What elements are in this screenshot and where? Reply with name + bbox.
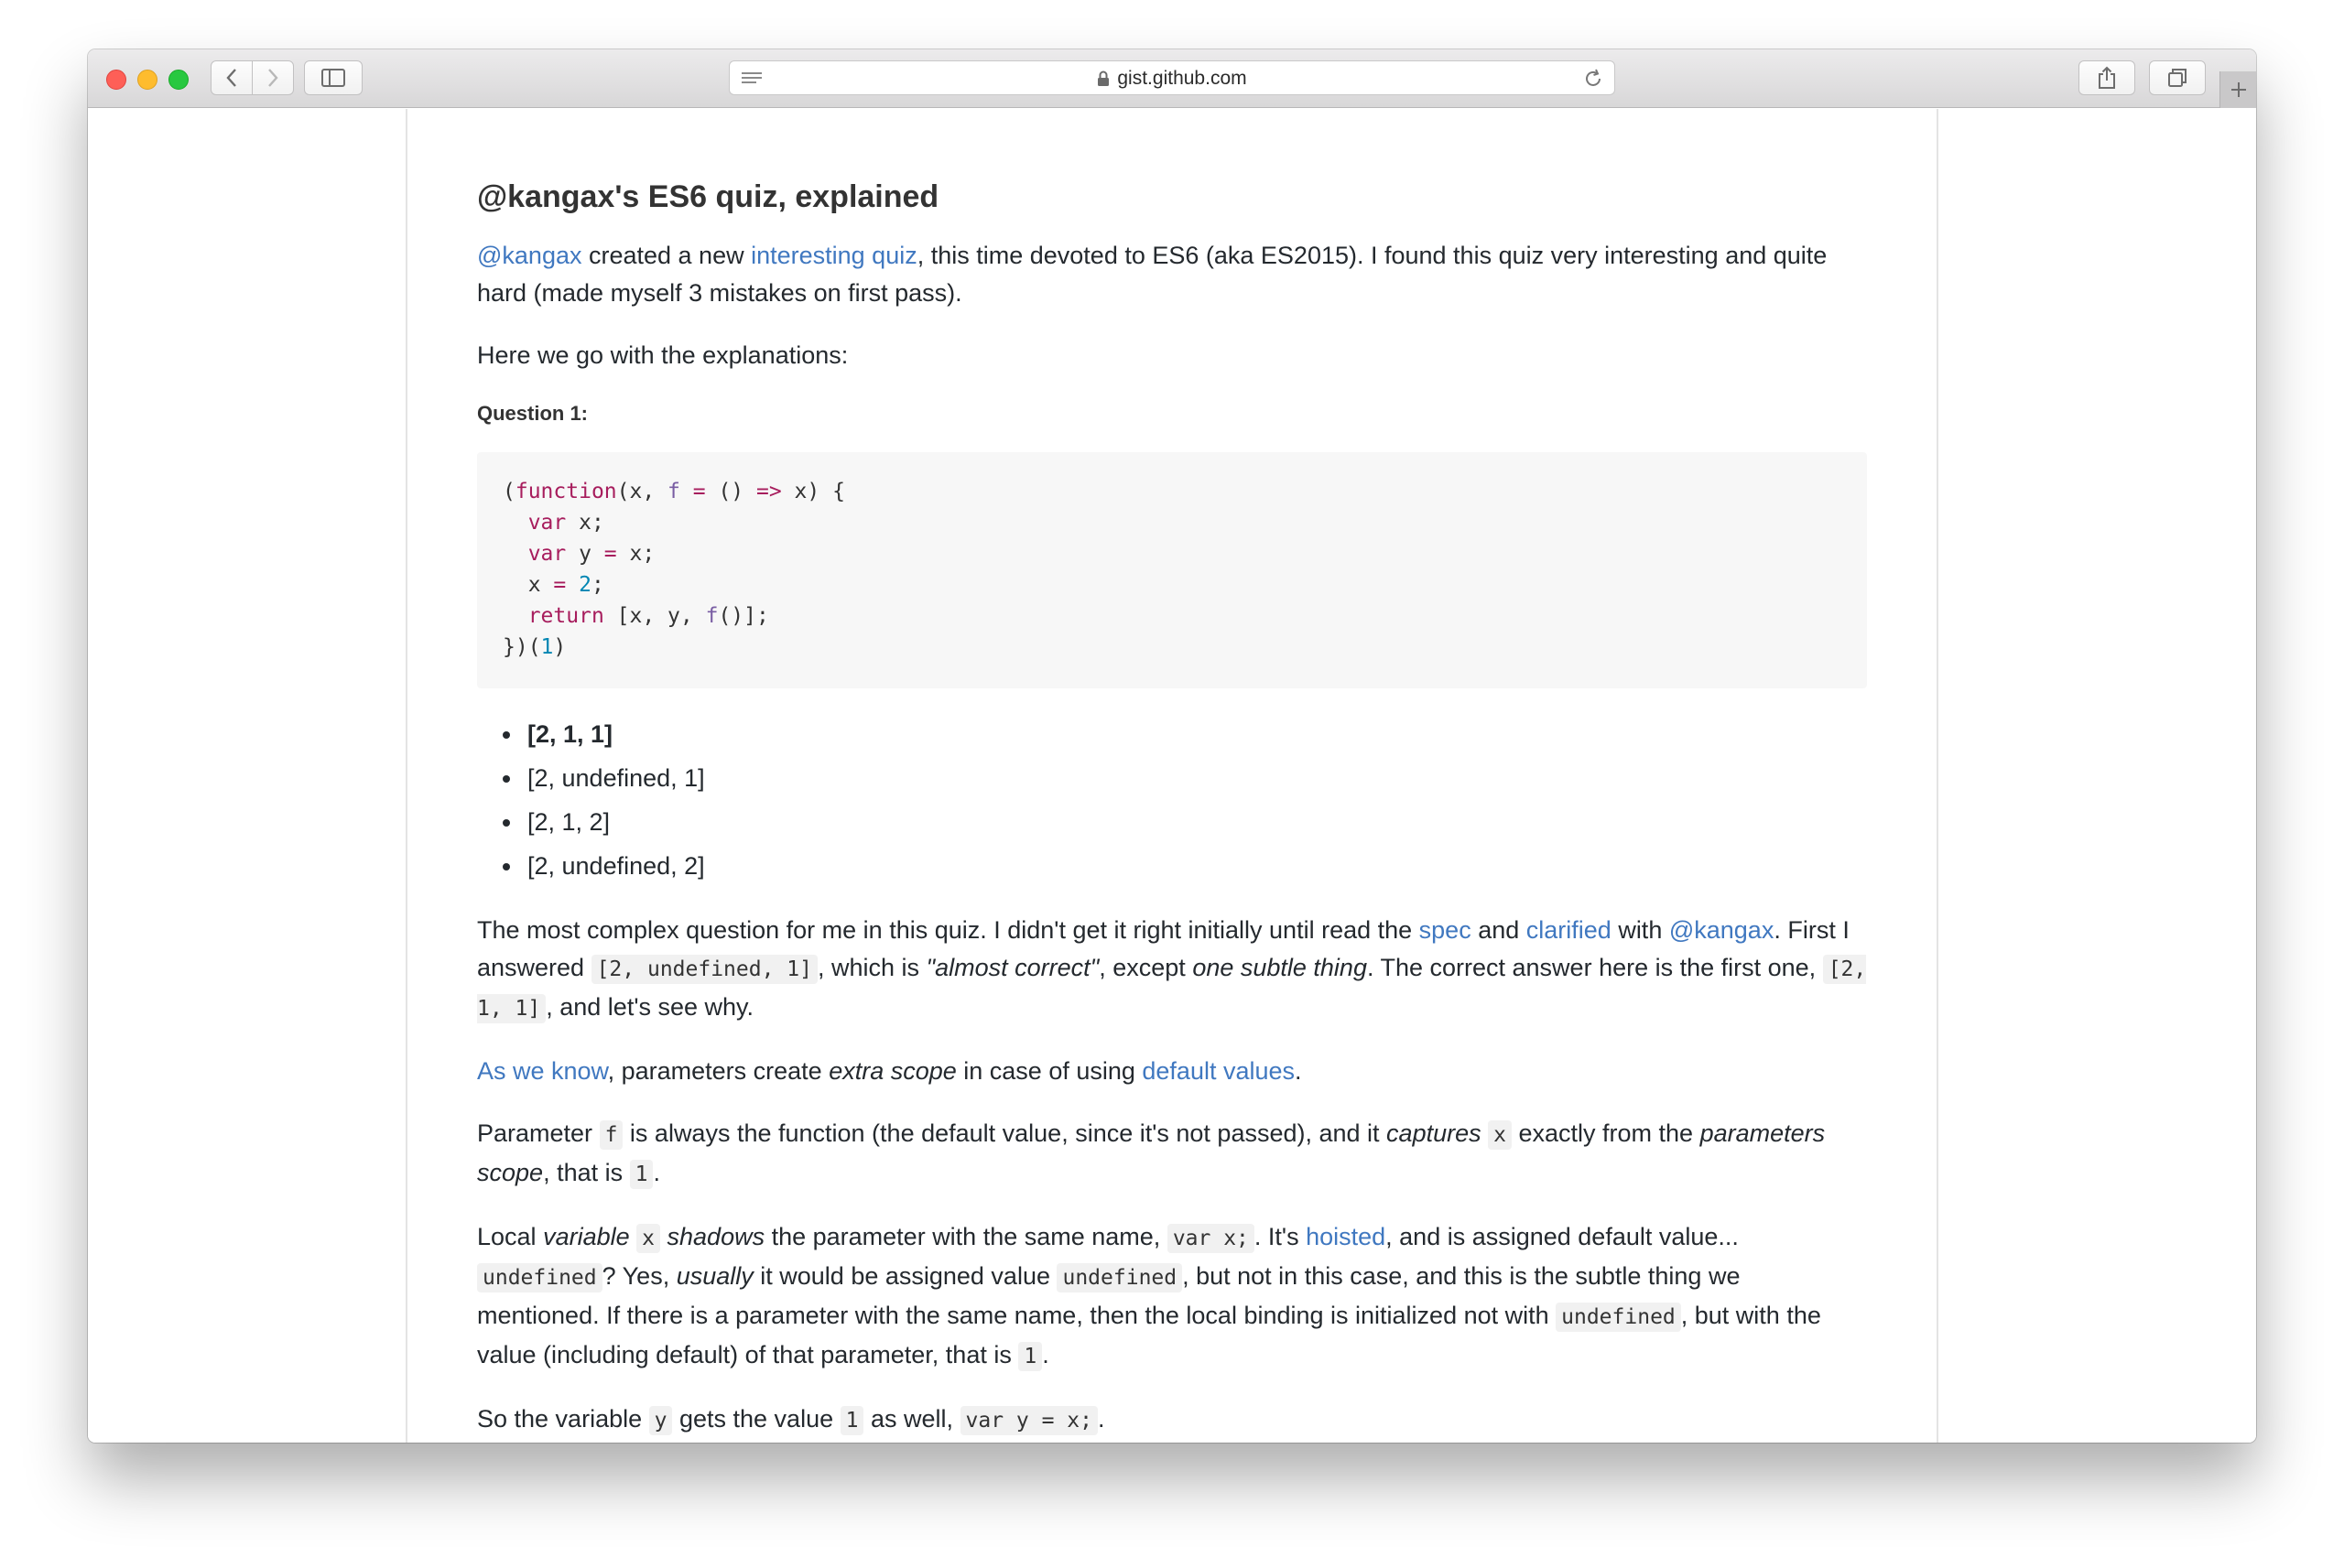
code-line-3: var y = x; [527, 542, 656, 566]
hoisted-link[interactable]: hoisted [1306, 1223, 1386, 1250]
plus-icon [2230, 81, 2248, 99]
scope-paragraph: As we know, parameters create extra scope in case of using default values. [477, 1057, 1302, 1085]
complex-question-paragraph: The most complex question for me in this quiz. I didn't get it right initially until read the spec and clarified with @kangax. First I answered [2, undefined, 1] , which is "almost correct", except one subtle thing. The correct answer here is the first one, [2, 1, 1] , and let's see why. [477, 912, 1867, 1028]
inline-code: [2, 1, 1] [477, 955, 1866, 1023]
code-line-4: x = 2; [503, 573, 604, 597]
interesting-quiz-link[interactable]: interesting quiz [751, 242, 917, 269]
lock-icon [1097, 70, 1110, 87]
spec-link[interactable]: spec [1418, 916, 1471, 944]
explanations-intro: Here we go with the explanations: [477, 341, 849, 369]
address-bar[interactable] [729, 60, 1615, 95]
parameter-paragraph: Parameter f is always the function (the default value, since it's not passed), and it captures x exactly from the parameters scope, that is 1 . [477, 1115, 1867, 1194]
article-title: @kangax's ES6 quiz, explained [477, 179, 939, 214]
inline-code: var x; [1167, 1224, 1254, 1253]
forward-button[interactable] [252, 60, 294, 95]
answer-list [477, 712, 1867, 888]
show-tabs-button[interactable] [2149, 60, 2206, 95]
inline-code: [2, undefined, 1] [591, 955, 818, 984]
share-icon [2097, 66, 2117, 90]
code-line-2: var x; [527, 511, 604, 535]
answer-item: [2, 1, 1] [477, 712, 1867, 756]
url-text: gist.github.com [1117, 68, 1247, 89]
as-we-know-link[interactable]: As we know [477, 1057, 608, 1085]
sidebar-toggle-button[interactable] [304, 60, 363, 95]
inline-code: 1 [1018, 1342, 1042, 1371]
inline-code: 1 [841, 1406, 864, 1435]
inline-code: undefined [477, 1263, 602, 1292]
code-block [477, 452, 1867, 688]
kangax-link[interactable]: @kangax [477, 242, 582, 269]
gist-container [406, 109, 1938, 1443]
page-content [88, 109, 2256, 1443]
answer-item: [2, undefined, 2] [477, 844, 1867, 888]
inline-code: undefined [1057, 1263, 1182, 1292]
close-window-button[interactable] [106, 70, 126, 90]
zoom-window-button[interactable] [168, 70, 189, 90]
inline-code: var y = x; [960, 1406, 1098, 1435]
inline-code: undefined [1556, 1303, 1681, 1332]
inline-code: x [636, 1224, 660, 1253]
browser-toolbar [88, 49, 2256, 108]
inline-code: x [1488, 1120, 1512, 1150]
code-line-6: })(1) [503, 635, 567, 659]
inline-code: y [649, 1406, 673, 1435]
article [477, 177, 1867, 1443]
chevron-right-icon [266, 68, 279, 88]
intro-paragraph: @kangax created a new interesting quiz, this time devoted to ES6 (aka ES2015). I found this quiz very interesting and quite hard (made myself 3 mistakes on first pass). [477, 242, 1828, 307]
code-line-5: return [x, y, f()]; [527, 604, 769, 628]
share-button[interactable] [2078, 60, 2135, 95]
back-button[interactable] [211, 60, 253, 95]
sidebar-icon [321, 69, 345, 87]
question-title: Question 1: [477, 402, 589, 425]
clarified-link[interactable]: clarified [1525, 916, 1612, 944]
variable-y-paragraph: So the variable y gets the value 1 as well, var y = x; . [477, 1400, 1867, 1440]
minimize-window-button[interactable] [137, 70, 157, 90]
code-line-1: (function(x, f = () => x) { [503, 480, 845, 503]
inline-code: f [600, 1120, 624, 1150]
default-values-link[interactable]: default values [1142, 1057, 1296, 1085]
answer-item: [2, undefined, 1] [477, 756, 1867, 800]
kangax-link[interactable]: @kangax [1668, 916, 1774, 944]
local-variable-paragraph: Local variable x shadows the parameter with the same name, var x; . It's hoisted, and is assigned default value... undefined ? Yes, usually it would be assigned value undefined , but not in this case, and this is the subtle thing we mentioned. If there is a parameter with the same name, then the local binding is initialized not with undefined , but with the value (including default) of that parameter, that is 1 . [477, 1218, 1867, 1376]
new-tab-button[interactable] [2219, 71, 2256, 108]
answer-item: [2, 1, 2] [477, 800, 1867, 844]
reload-icon[interactable] [1583, 69, 1603, 93]
browser-window [88, 49, 2256, 1443]
tabs-icon [2167, 68, 2187, 88]
chevron-left-icon [225, 68, 238, 88]
inline-code: 1 [630, 1160, 654, 1189]
